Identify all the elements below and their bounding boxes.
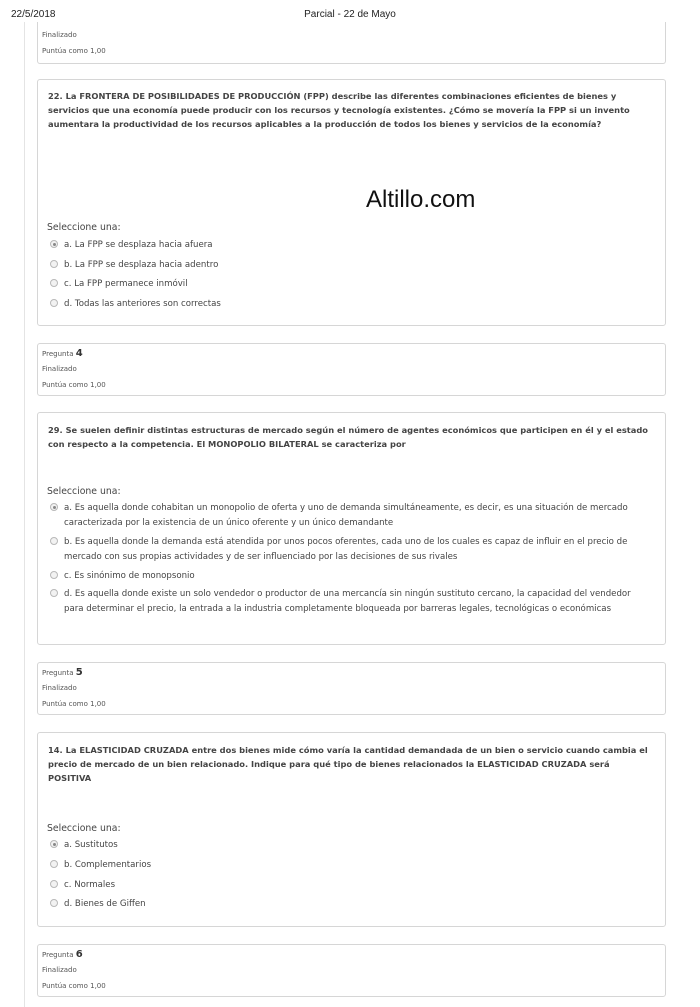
radio-selected-icon[interactable] xyxy=(50,840,58,848)
radio-icon[interactable] xyxy=(50,260,58,268)
radio-selected-icon[interactable] xyxy=(50,240,58,248)
watermark: Altillo.com xyxy=(366,186,476,213)
question-status: Finalizado xyxy=(42,684,77,692)
left-rail xyxy=(24,22,25,1007)
question-info-4 xyxy=(37,343,666,396)
question-score: Puntúa como 1,00 xyxy=(42,700,106,708)
question-29: 29. Se suelen definir distintas estructuras de mercado según el número de agentes económicos que participen en él y el estado con respecto a la competencia. El MONOPOLIO BILATERAL se caracteriza por Seleccione una: a. Es aquella donde cohabitan un monopolio de oferta y uno de demanda simultáneamente, es decir, es una situación de mercado caracterizada por la existencia de un único oferente y un único demandante b. Es aquella donde la demanda está atendida por unos pocos oferentes, cada uno de los cuales es capaz de influir en el precio de mercado con sus propias actividades y de ser influenciado por las decisiones de sus rivales c. Es sinónimo de monopsonio d. Es aquella donde existe un solo vendedor o productor de una mercancía sin ningún sustituto cercano, la capacidad del vendedor para determinar el precio, la entrada a la industria completamente bloqueada por barreras legales, tecnológicas o económicas xyxy=(37,412,666,645)
radio-icon[interactable] xyxy=(50,860,58,868)
question-info-6 xyxy=(37,944,666,997)
radio-icon[interactable] xyxy=(50,589,58,597)
question-number: 5 xyxy=(75,667,83,678)
question-text: 14. La ELASTICIDAD CRUZADA entre dos bienes mide cómo varía la cantidad demandada de un bien o servicio cuando cambia el precio de mercado de un bien relacionado. Indique para qué tipo de bienes relacionados la ELASTICIDAD CRUZADA será POSITIVA xyxy=(48,745,648,783)
question-14: 14. La ELASTICIDAD CRUZADA entre dos bienes mide cómo varía la cantidad demandada de un bien o servicio cuando cambia el precio de mercado de un bien relacionado. Indique para qué tipo de bienes relacionados la ELASTICIDAD CRUZADA será POSITIVA Seleccione una: a. Sustitutos b. Complementarios c. Normales d. Bienes de Giffen xyxy=(37,732,666,927)
question-number: 6 xyxy=(75,949,83,960)
question-text: 29. Se suelen definir distintas estructuras de mercado según el número de agentes económicos que participen en él y el estado con respecto a la competencia. El MONOPOLIO BILATERAL se caracteriza por xyxy=(48,425,648,449)
question-number: 4 xyxy=(75,348,83,359)
question-score: Puntúa como 1,00 xyxy=(42,47,106,55)
radio-selected-icon[interactable] xyxy=(50,503,58,511)
question-info-3 xyxy=(37,22,666,64)
question-label: Pregunta 4 xyxy=(42,348,83,359)
question-label: Pregunta 6 xyxy=(42,949,83,960)
print-title: Parcial - 22 de Mayo xyxy=(304,9,396,20)
select-prompt: Seleccione una: xyxy=(47,486,121,497)
radio-icon[interactable] xyxy=(50,299,58,307)
question-22: 22. La FRONTERA DE POSIBILIDADES DE PRODUCCIÓN (FPP) describe las diferentes combinaciones eficientes de bienes y servicios que una economía puede producir con los recursos y tecnología existentes. ¿Cómo se movería la FPP si un invento aumentara la productividad de los recursos aplicables a la producción de todos los bienes y servicios de la economía? Seleccione una: a. La FPP se desplaza hacia afuera b. La FPP se desplaza hacia adentro c. La FPP permanece inmóvil d. Todas las anteriores son correctas xyxy=(37,79,666,326)
question-status: Finalizado xyxy=(42,31,77,39)
radio-icon[interactable] xyxy=(50,880,58,888)
print-date: 22/5/2018 xyxy=(11,9,56,20)
radio-icon[interactable] xyxy=(50,571,58,579)
select-prompt: Seleccione una: xyxy=(47,222,121,233)
radio-icon[interactable] xyxy=(50,279,58,287)
question-label: Pregunta 5 xyxy=(42,667,83,678)
question-text: 22. La FRONTERA DE POSIBILIDADES DE PRODUCCIÓN (FPP) describe las diferentes combinaciones eficientes de bienes y servicios que una economía puede producir con los recursos y tecnología existentes. ¿Cómo se movería la FPP si un invento aumentara la productividad de los recursos aplicables a la producción de todos los bienes y servicios de la economía? xyxy=(48,91,630,129)
question-score: Puntúa como 1,00 xyxy=(42,381,106,389)
select-prompt: Seleccione una: xyxy=(47,823,121,834)
question-status: Finalizado xyxy=(42,365,77,373)
radio-icon[interactable] xyxy=(50,537,58,545)
question-status: Finalizado xyxy=(42,966,77,974)
question-score: Puntúa como 1,00 xyxy=(42,982,106,990)
question-info-5 xyxy=(37,662,666,715)
radio-icon[interactable] xyxy=(50,899,58,907)
